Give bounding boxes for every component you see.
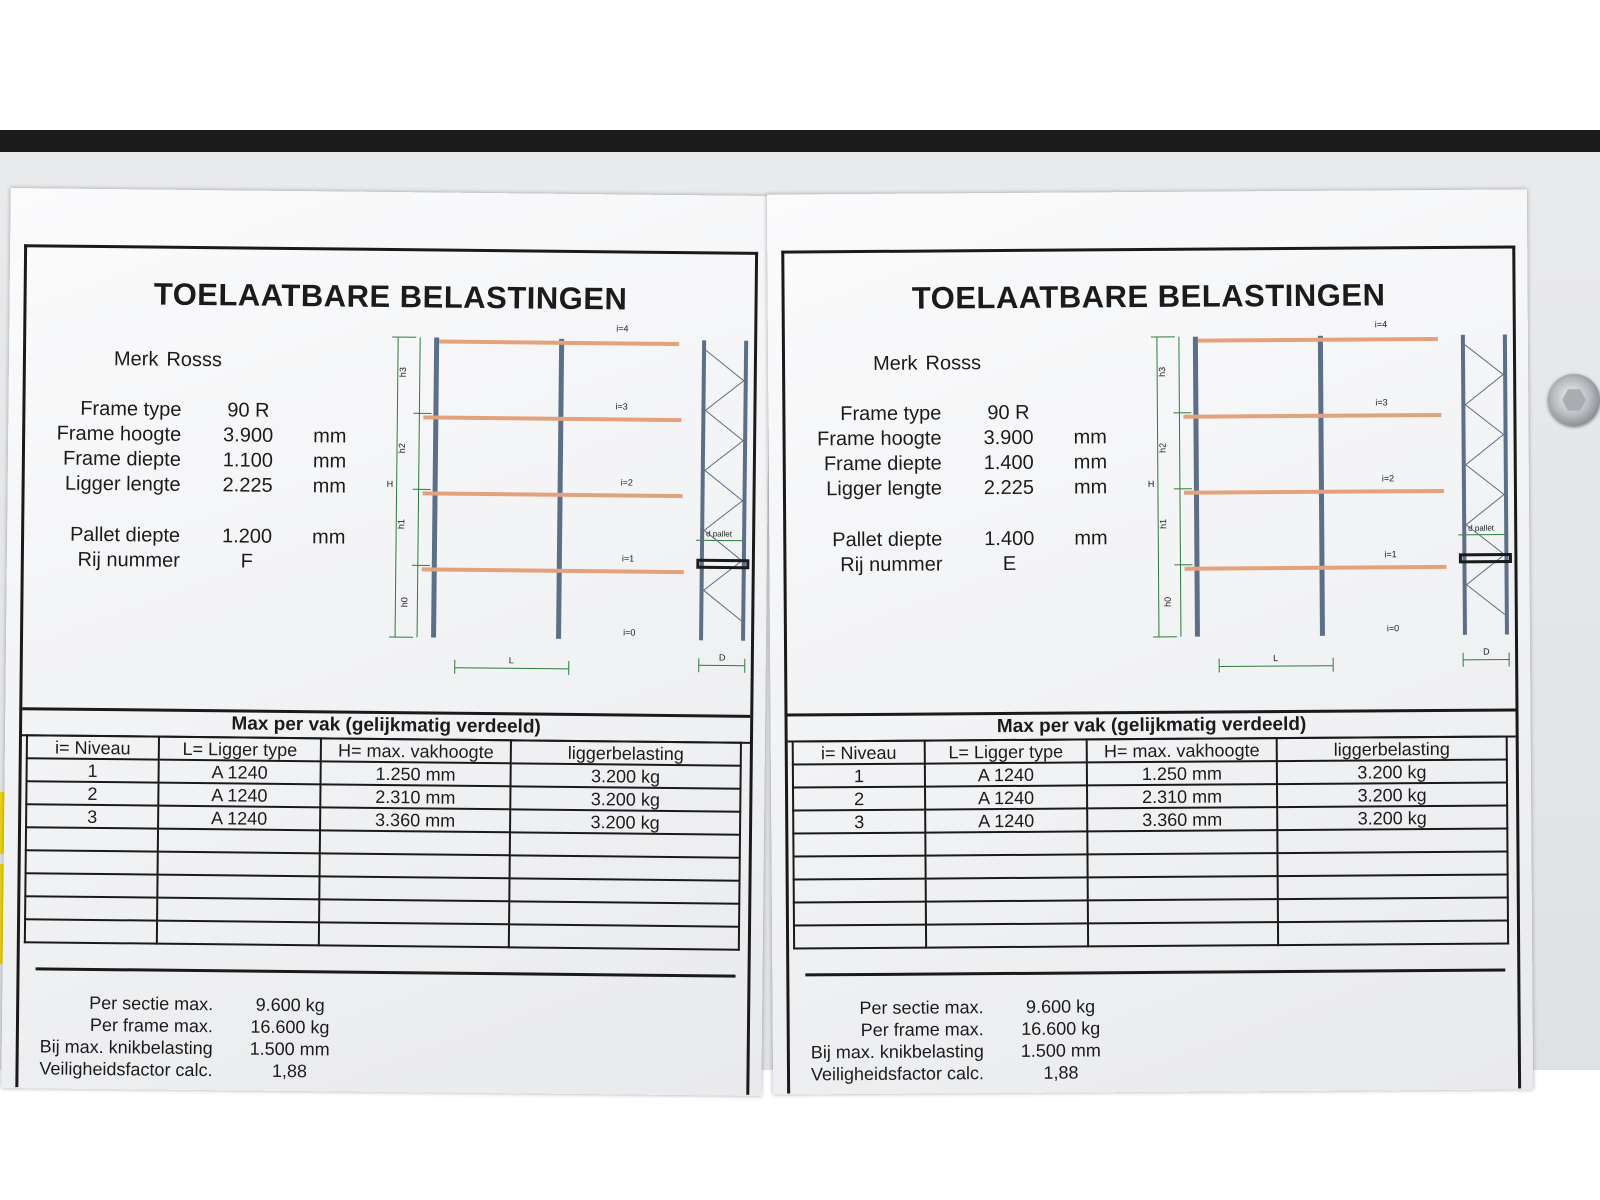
col-header: i= Niveau bbox=[793, 741, 925, 765]
cell bbox=[25, 896, 157, 920]
cell bbox=[793, 833, 925, 857]
spec-value: 1.100 bbox=[222, 449, 274, 472]
sign-border bbox=[781, 245, 1521, 1093]
cell: 1 bbox=[793, 764, 925, 788]
table-title: Max per vak (gelijkmatig verdeeld) bbox=[787, 708, 1515, 742]
spec-value: 90 R bbox=[227, 399, 270, 422]
summary-label: Per frame max. bbox=[89, 1014, 214, 1037]
beam-level-2 bbox=[1184, 489, 1444, 495]
cell bbox=[925, 854, 1087, 878]
summary-value: 1,88 bbox=[271, 1060, 308, 1082]
level-label: i=0 bbox=[1386, 623, 1400, 634]
brand-value: Rosss bbox=[925, 352, 982, 375]
cell bbox=[319, 922, 509, 947]
upright bbox=[431, 337, 439, 637]
summary-rows bbox=[34, 992, 330, 1082]
brand-line bbox=[114, 348, 222, 372]
summary-value: 16.600 kg bbox=[250, 1016, 330, 1038]
spec-label: Frame diepte bbox=[62, 447, 182, 471]
depth-label: D bbox=[1483, 646, 1490, 657]
level-label: i=1 bbox=[621, 553, 635, 564]
summary-rows bbox=[805, 996, 1101, 1086]
spec-label: Frame hoogte bbox=[816, 427, 942, 451]
col-header: L= Ligger type bbox=[159, 737, 321, 762]
level-label: i=2 bbox=[1381, 473, 1395, 484]
cell bbox=[794, 879, 926, 903]
total-height-label: H bbox=[386, 478, 394, 490]
cell bbox=[793, 856, 925, 880]
summary-value: 16.600 kg bbox=[1021, 1018, 1101, 1039]
dark-frame-top bbox=[0, 130, 1600, 152]
brand-value: Rosss bbox=[166, 348, 223, 372]
sign-border bbox=[15, 244, 758, 1095]
spec-label: Pallet diepte bbox=[69, 523, 181, 547]
rack-side bbox=[1459, 334, 1511, 634]
cell bbox=[26, 850, 158, 874]
summary-label: Bij max. knikbelasting bbox=[810, 1041, 984, 1063]
spec-unit: mm bbox=[1073, 451, 1108, 474]
rack-diagram bbox=[1135, 315, 1508, 678]
spec-value: 3.900 bbox=[223, 424, 274, 447]
col-header: H= max. vakhoogte bbox=[321, 738, 511, 763]
cell bbox=[926, 877, 1088, 901]
spec-value: 1.400 bbox=[983, 451, 1034, 475]
cell bbox=[1277, 829, 1507, 854]
cell bbox=[1088, 922, 1278, 946]
bracing bbox=[703, 350, 744, 620]
spec-label: Frame type bbox=[80, 397, 182, 421]
cell: 3.200 kg bbox=[510, 809, 740, 834]
cell: A 1240 bbox=[158, 806, 320, 831]
cell: 3 bbox=[793, 810, 925, 834]
cell bbox=[510, 855, 740, 880]
spec-value: 3.900 bbox=[983, 426, 1034, 450]
beam-level-3 bbox=[423, 415, 681, 422]
cell bbox=[157, 921, 319, 946]
cell bbox=[509, 878, 739, 903]
spec-unit: mm bbox=[1074, 527, 1108, 550]
cell: 1.250 mm bbox=[321, 761, 511, 786]
cell bbox=[157, 875, 319, 900]
height-label: h1 bbox=[396, 519, 407, 530]
upright bbox=[1503, 335, 1509, 635]
cell bbox=[509, 901, 739, 926]
cell: 3 bbox=[26, 804, 158, 828]
brand-label: Merk bbox=[113, 348, 159, 371]
height-label: h2 bbox=[396, 443, 408, 454]
summary-label: Per frame max. bbox=[860, 1019, 984, 1041]
rack-front bbox=[421, 337, 686, 640]
cell bbox=[320, 830, 510, 855]
spec-list bbox=[42, 397, 347, 573]
load-sign-right bbox=[767, 189, 1533, 1094]
cell: A 1240 bbox=[925, 785, 1087, 809]
upright bbox=[1461, 335, 1467, 635]
cell: 3.360 mm bbox=[320, 807, 510, 832]
spec-list bbox=[803, 401, 1108, 579]
spec-label: Ligger lengte bbox=[64, 472, 181, 496]
cell: 3.200 kg bbox=[1277, 806, 1507, 831]
pallet-label: d pallet bbox=[1468, 523, 1495, 533]
upright bbox=[1318, 336, 1325, 636]
bracing bbox=[1465, 345, 1505, 615]
cell: A 1240 bbox=[158, 783, 320, 808]
height-label: h0 bbox=[399, 597, 410, 608]
spec-label: Frame diepte bbox=[823, 452, 942, 476]
sign-title: TOELAATBARE BELASTINGEN bbox=[153, 276, 628, 317]
spec-label: Rij nummer bbox=[77, 548, 180, 572]
spec-unit: mm bbox=[1073, 426, 1107, 449]
cell bbox=[1087, 830, 1277, 854]
length-label: L bbox=[1273, 653, 1279, 664]
summary-block bbox=[805, 969, 1506, 1117]
summary-value: 1,88 bbox=[1043, 1062, 1079, 1083]
height-label: h0 bbox=[1162, 596, 1173, 607]
cell: 1 bbox=[27, 758, 159, 782]
spec-value: E bbox=[1002, 552, 1017, 576]
level-label: i=0 bbox=[623, 627, 636, 638]
cell bbox=[794, 925, 926, 949]
spec-label: Ligger lengte bbox=[826, 477, 942, 501]
total-height-label: H bbox=[1147, 478, 1155, 490]
spec-unit: mm bbox=[311, 526, 346, 549]
cell: 2 bbox=[26, 781, 158, 805]
spec-unit bbox=[314, 400, 374, 401]
load-table bbox=[24, 734, 742, 950]
table-title: Max per vak (gelijkmatig verdeeld) bbox=[22, 707, 750, 744]
cell: A 1240 bbox=[925, 808, 1087, 832]
spec-unit: mm bbox=[312, 450, 347, 473]
pallet-label: d pallet bbox=[706, 529, 732, 539]
spec-unit: mm bbox=[313, 425, 347, 448]
cell bbox=[794, 902, 926, 926]
cell bbox=[1087, 853, 1277, 877]
cell: 3.200 kg bbox=[1277, 783, 1507, 808]
length-label: L bbox=[508, 655, 514, 666]
pallet-beam bbox=[1460, 554, 1510, 561]
beam-level-3 bbox=[1183, 413, 1441, 419]
rack-diagram bbox=[373, 317, 747, 681]
brand-label: Merk bbox=[872, 352, 918, 375]
cell bbox=[319, 876, 509, 901]
cell bbox=[509, 924, 739, 949]
summary-value: 9.600 kg bbox=[1025, 996, 1096, 1017]
cell bbox=[1278, 875, 1508, 900]
summary-label: Bij max. knikbelasting bbox=[39, 1036, 213, 1059]
level-label: i=4 bbox=[1374, 319, 1388, 330]
rack-front bbox=[1183, 335, 1447, 637]
beam-level-4 bbox=[1198, 337, 1438, 343]
level-label: i=3 bbox=[615, 401, 628, 412]
col-header: liggerbelasting bbox=[1277, 737, 1507, 762]
brand-line bbox=[873, 352, 981, 376]
level-label: i=2 bbox=[620, 477, 634, 488]
cell: 2.310 mm bbox=[1087, 784, 1277, 808]
spec-label: Pallet diepte bbox=[832, 528, 943, 552]
cell bbox=[926, 923, 1088, 947]
summary-label: Veiligheidsfactor calc. bbox=[810, 1063, 985, 1085]
beam-level-2 bbox=[423, 491, 683, 498]
cell bbox=[1278, 898, 1508, 923]
spec-value: 90 R bbox=[987, 401, 1030, 425]
spec-value: 2.225 bbox=[222, 474, 273, 497]
level-label: i=3 bbox=[1375, 397, 1388, 408]
spec-label: Frame type bbox=[840, 402, 942, 426]
summary-label: Veiligheidsfactor calc. bbox=[39, 1058, 213, 1081]
depth-label: D bbox=[718, 652, 726, 663]
summary-value: 9.600 kg bbox=[255, 994, 325, 1016]
spec-label: Rij nummer bbox=[840, 553, 943, 577]
level-label: i=4 bbox=[616, 323, 629, 334]
dimension-lines bbox=[1151, 335, 1509, 673]
spec-value: 2.225 bbox=[983, 476, 1035, 500]
col-header: liggerbelasting bbox=[511, 740, 741, 765]
cell: A 1240 bbox=[925, 762, 1087, 786]
cell bbox=[925, 831, 1087, 855]
cell bbox=[1088, 899, 1278, 923]
cell bbox=[25, 919, 157, 943]
load-sign-left bbox=[1, 188, 770, 1096]
load-table bbox=[792, 736, 1509, 950]
spec-unit: mm bbox=[312, 475, 347, 498]
spec-value: 1.200 bbox=[221, 525, 273, 548]
table-row bbox=[794, 921, 1508, 949]
upright bbox=[556, 339, 564, 639]
cell: 2.310 mm bbox=[320, 784, 510, 809]
cell: 3.200 kg bbox=[510, 786, 740, 811]
pallet-beam bbox=[698, 560, 748, 568]
cell bbox=[25, 873, 157, 897]
cell: 3.200 kg bbox=[510, 763, 740, 788]
cell bbox=[1277, 852, 1507, 877]
cell: 2 bbox=[793, 787, 925, 811]
cell bbox=[157, 898, 319, 923]
cell bbox=[510, 832, 740, 857]
cell bbox=[320, 853, 510, 878]
cell bbox=[1278, 921, 1508, 946]
upright bbox=[699, 340, 706, 640]
summary-value: 1.500 mm bbox=[249, 1038, 330, 1060]
height-label: h3 bbox=[1157, 366, 1168, 377]
notice-board bbox=[0, 152, 1600, 1085]
summary-block bbox=[34, 967, 735, 1117]
sign-title: TOELAATBARE BELASTINGEN bbox=[911, 277, 1386, 316]
cell bbox=[926, 900, 1088, 924]
cell: A 1240 bbox=[159, 760, 321, 785]
cell bbox=[1088, 876, 1278, 900]
cell bbox=[319, 899, 509, 924]
summary-label: Per sectie max. bbox=[859, 997, 984, 1019]
cell bbox=[158, 829, 320, 854]
spec-unit: mm bbox=[1073, 476, 1108, 499]
summary-value: 1.500 mm bbox=[1020, 1040, 1101, 1061]
cell: 3.360 mm bbox=[1087, 807, 1277, 831]
cell bbox=[158, 852, 320, 877]
height-label: h2 bbox=[1157, 442, 1168, 453]
cell bbox=[26, 827, 158, 851]
height-label: h1 bbox=[1158, 518, 1169, 529]
bolt-icon bbox=[1548, 374, 1600, 426]
col-header: H= max. vakhoogte bbox=[1087, 738, 1277, 762]
spec-value: F bbox=[240, 550, 254, 573]
spec-label: Frame hoogte bbox=[56, 422, 182, 446]
cell: 1.250 mm bbox=[1087, 761, 1277, 785]
col-header: i= Niveau bbox=[27, 735, 159, 759]
spec-unit bbox=[312, 551, 372, 552]
cell: 3.200 kg bbox=[1277, 760, 1507, 785]
height-label: h3 bbox=[397, 367, 408, 378]
spec-value: 1.400 bbox=[984, 527, 1035, 551]
dimension-lines bbox=[386, 337, 748, 677]
upright bbox=[1193, 337, 1200, 637]
beam-level-1 bbox=[422, 567, 684, 574]
summary-label: Per sectie max. bbox=[89, 992, 214, 1015]
col-header: L= Ligger type bbox=[925, 739, 1087, 763]
beam-level-1 bbox=[1184, 565, 1446, 571]
level-label: i=1 bbox=[1384, 549, 1397, 560]
photo bbox=[0, 130, 1600, 1085]
